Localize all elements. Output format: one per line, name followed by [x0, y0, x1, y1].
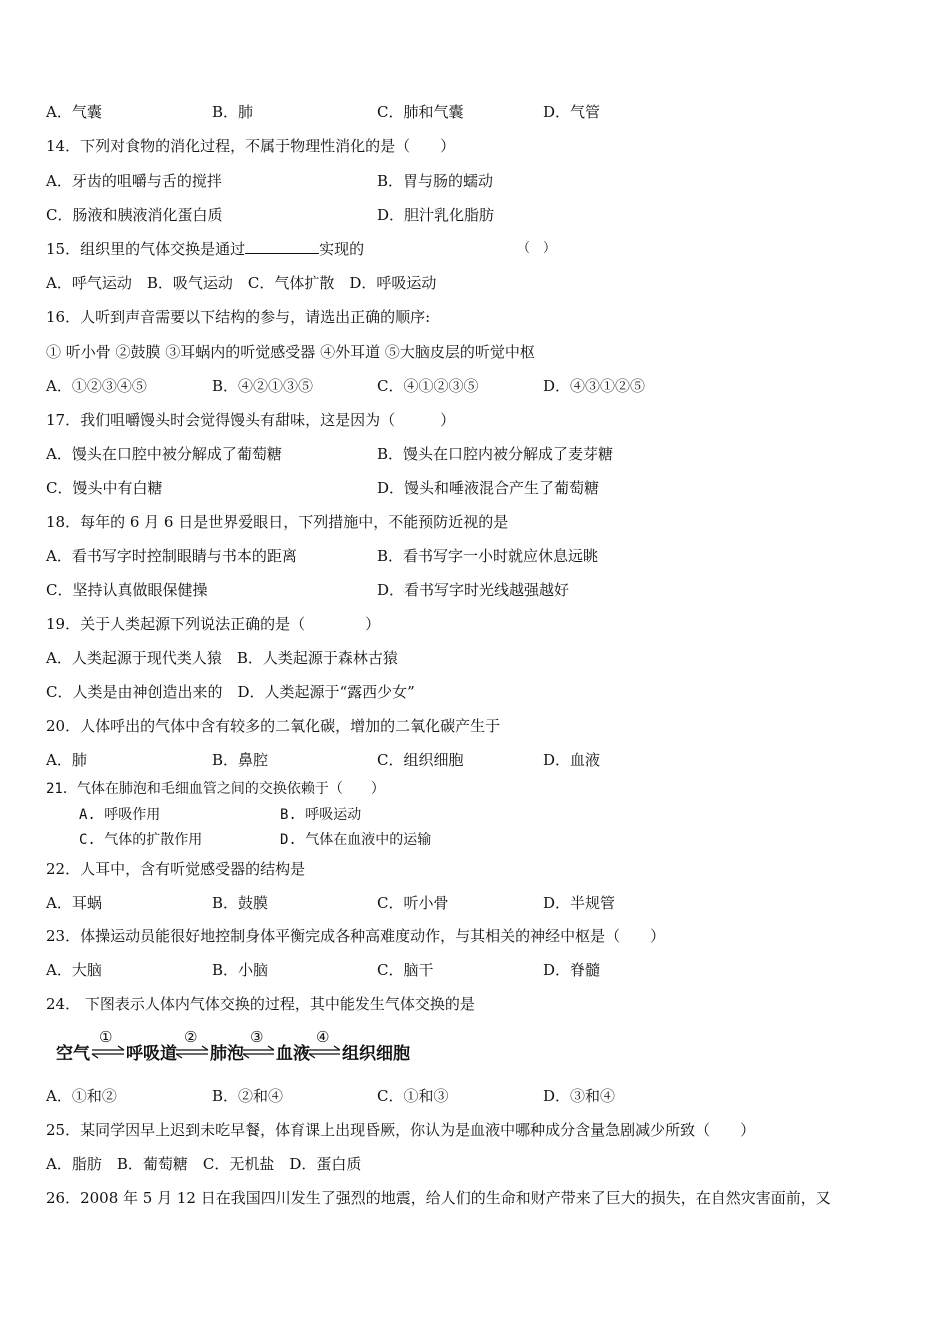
q17-option-a: A．馒头在口腔中被分解成了葡萄糖: [46, 445, 282, 463]
q20-option-a: A．肺: [46, 751, 87, 769]
diagram-label-4: ④: [316, 1028, 330, 1046]
q21-option-b: B. 呼吸运动: [280, 807, 362, 823]
q14-option-a: A．牙齿的咀嚼与舌的搅拌: [46, 172, 222, 190]
q18-stem: 18．每年的 6 月 6 日是世界爱眼日，下列措施中，不能预防近视的是: [46, 513, 509, 531]
q24-stem: 24． 下图表示人体内气体交换的过程，其中能发生气体交换的是: [46, 995, 475, 1013]
q16-stem: 16．人听到声音需要以下结构的参与，请选出正确的顺序:: [46, 308, 431, 326]
q23-option-a: A．大脑: [46, 961, 102, 979]
q22-stem: 22．人耳中，含有听觉感受器的结构是: [46, 860, 306, 878]
q15-paren: （ ）: [517, 241, 557, 256]
q15-stem: [46, 239, 364, 259]
q16-option-d: D．④③①②⑤: [543, 377, 646, 395]
q23-option-d: D．脊髓: [543, 961, 601, 979]
diagram-label-3: ③: [250, 1028, 264, 1046]
q23-stem: 23．体操运动员能很好地控制身体平衡完成各种高难度动作，与其相关的神经中枢是（ ）: [46, 927, 666, 945]
q18-option-a: A．看书写字时控制眼睛与书本的距离: [46, 547, 297, 565]
diagram-arrow-1: [92, 1046, 124, 1058]
q14-stem: 14．下列对食物的消化过程，不属于物理性消化的是（ ）: [46, 137, 456, 155]
q19-options-cd: C．人类是由神创造出来的 D．人类起源于“露西少女”: [46, 683, 415, 701]
q20-option-c: C．组织细胞: [377, 751, 464, 769]
q24-option-c: C．①和③: [377, 1087, 449, 1105]
diagram-arrow-3: [243, 1046, 274, 1058]
diagram-node-alveoli: 肺泡: [210, 1044, 244, 1064]
q16-option-a: A．①②③④⑤: [46, 377, 147, 395]
q24-option-a: A．①和②: [46, 1087, 117, 1105]
q20-stem: 20．人体呼出的气体中含有较多的二氧化碳，增加的二氧化碳产生于: [46, 717, 501, 735]
q17-option-b: B．馒头在口腔内被分解成了麦芽糖: [377, 445, 614, 463]
q14-option-c: C．肠液和胰液消化蛋白质: [46, 206, 223, 224]
q19-stem: 19．关于人类起源下列说法正确的是（ ）: [46, 615, 381, 633]
q23-option-b: B．小脑: [212, 961, 269, 979]
q24-option-b: B．②和④: [212, 1087, 284, 1105]
q13-option-a: A．气囊: [46, 103, 102, 121]
q22-option-d: D．半规管: [543, 894, 616, 912]
q18-option-d: D．看书写字时光线越强越好: [377, 581, 570, 599]
q22-option-c: C．听小骨: [377, 894, 449, 912]
diagram-node-air: 空气: [56, 1044, 90, 1064]
q21-option-c: C. 气体的扩散作用: [79, 832, 203, 848]
q13-option-c: C．肺和气囊: [377, 103, 464, 121]
diagram-arrow-4: [309, 1046, 340, 1058]
q22-option-b: B．鼓膜: [212, 894, 269, 912]
q13-option-b: B．肺: [212, 103, 254, 121]
q14-option-b: B．胃与肠的蠕动: [377, 172, 494, 190]
q16-option-c: C．④①②③⑤: [377, 377, 479, 395]
q15-stem-pre: 15．组织里的气体交换是通过: [46, 240, 246, 258]
q25-options: A．脂肪 B．葡萄糖 C．无机盐 D．蛋白质: [46, 1155, 362, 1173]
q23-option-c: C．脑干: [377, 961, 434, 979]
gas-exchange-diagram: [52, 1028, 432, 1068]
q22-option-a: A．耳蜗: [46, 894, 102, 912]
q21-option-d: D. 气体在血液中的运输: [280, 832, 432, 848]
q17-stem: 17．我们咀嚼馒头时会觉得馒头有甜味，这是因为（ ）: [46, 411, 456, 429]
diagram-node-airway: 呼吸道: [126, 1044, 177, 1064]
q15-blank: [245, 239, 319, 254]
q19-options-ab: A．人类起源于现代类人猿 B．人类起源于森林古猿: [46, 649, 398, 667]
q16-option-b: B．④②①③⑤: [212, 377, 314, 395]
q15-options: A．呼气运动 B．吸气运动 C．气体扩散 D．呼吸运动: [46, 274, 437, 292]
diagram-arrow-2: [176, 1046, 208, 1058]
q26-stem: 26．2008 年 5 月 12 日在我国四川发生了强烈的地震，给人们的生命和财产带来了巨大的损失，在自然灾害面前，又: [46, 1189, 831, 1207]
diagram-label-1: ①: [99, 1028, 113, 1046]
q16-items: ① 听小骨 ②鼓膜 ③耳蜗内的听觉感受器 ④外耳道 ⑤大脑皮层的听觉中枢: [46, 343, 535, 361]
q14-option-d: D．胆汁乳化脂肪: [377, 206, 495, 224]
diagram-label-2: ②: [184, 1028, 198, 1046]
q17-option-d: D．馒头和唾液混合产生了葡萄糖: [377, 479, 600, 497]
q25-stem: 25．某同学因早上迟到未吃早餐，体育课上出现昏厥，你认为是血液中哪种成分含量急剧减少所致（ ）: [46, 1121, 756, 1139]
q18-option-c: C．坚持认真做眼保健操: [46, 581, 208, 599]
q21-option-a: A. 呼吸作用: [79, 807, 161, 823]
q18-option-b: B．看书写字一小时就应休息远眺: [377, 547, 599, 565]
q17-option-c: C．馒头中有白糖: [46, 479, 163, 497]
diagram-node-tissue-cells: 组织细胞: [342, 1044, 410, 1064]
q24-option-d: D．③和④: [543, 1087, 616, 1105]
q15-stem-post: 实现的: [319, 240, 365, 258]
q20-option-d: D．血液: [543, 751, 601, 769]
q21-stem: 21．气体在肺泡和毛细血管之间的交换依赖于（ ）: [46, 781, 385, 797]
q20-option-b: B．鼻腔: [212, 751, 269, 769]
diagram-node-blood: 血液: [276, 1044, 310, 1064]
q13-option-d: D．气管: [543, 103, 601, 121]
